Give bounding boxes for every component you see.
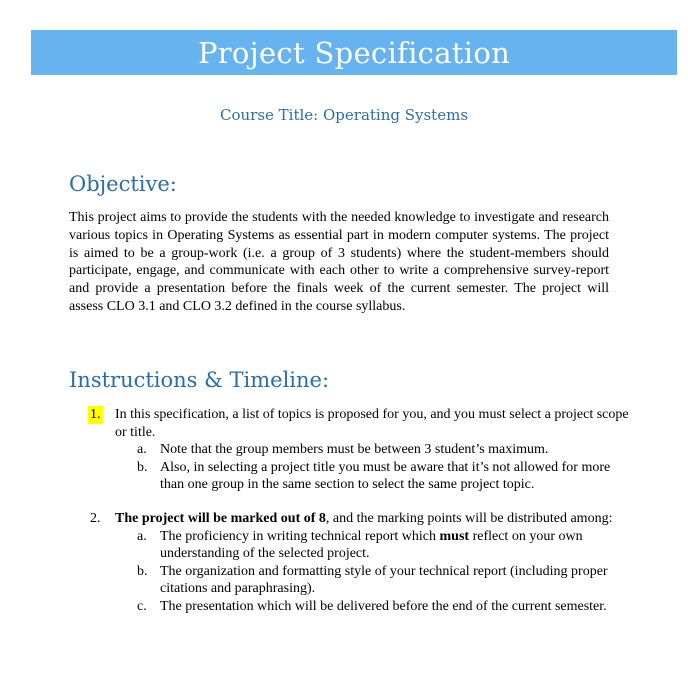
subitem-text-2a-before: The proficiency in writing technical report which [160, 528, 440, 544]
instruction-bold-text-2: The project will be marked out of 8 [115, 511, 326, 526]
title-banner [31, 30, 677, 75]
subitem-text-1a: Note that the group members must be between 3 student’s maximum. [160, 442, 549, 457]
instruction-number-2: 2. [90, 511, 101, 526]
subitem-2a [135, 528, 630, 563]
subitem-letter-2b: b. [137, 563, 148, 579]
instruction-item-1-row [90, 406, 630, 441]
subitem-1a [135, 441, 630, 459]
subitem-letter-2a: a. [137, 528, 147, 544]
instructions-heading: Instructions & Timeline: [69, 368, 330, 392]
instruction-item-2-row [90, 510, 630, 528]
subitem-2b [135, 563, 630, 598]
subitem-2c [135, 598, 630, 616]
subitem-text-2c: The presentation which will be delivered before the end of the current semester. [160, 598, 607, 614]
subitem-text-1b: Also, in selecting a project title you must be aware that it’s not allowed for more than one group in the same section to select the same project topic. [160, 459, 611, 492]
instruction-item-2 [90, 510, 630, 615]
subitem-letter-2c: c. [137, 598, 147, 614]
instruction-text-1: In this specification, a list of topics is proposed for you, and you must select a project scope or title. [115, 407, 629, 440]
instruction-text-2: , and the marking points will be distributed among: [325, 511, 613, 526]
course-title: Course Title: Operating Systems [219, 106, 469, 124]
subitem-text-2b: The organization and formatting style of your technical report (including proper citations and paraphrasing). [160, 563, 608, 596]
subitem-letter-1a: a. [137, 442, 147, 457]
objective-heading: Objective: [69, 172, 177, 196]
subitem-bold-2a: must [439, 528, 470, 544]
instruction-number-1: 1. [90, 407, 101, 422]
document-title: Project Specification [197, 35, 511, 70]
subitem-letter-1b: b. [137, 459, 148, 475]
instruction-item-1 [90, 406, 630, 494]
subitem-1b [135, 459, 630, 494]
objective-paragraph: This project aims to provide the students with the needed knowledge to investigate and research various topics in Operating Systems as essential part in modern computer systems. The project is aimed to be a group-work (i.e. a group of 3 students) where the student-members should participate, engage, and communicate with each other to write a comprehensive survey-report and provide a presentation before the finals week of the current semester. The project will assess CLO 3.1 and CLO 3.2 defined in the course syllabus. [69, 210, 609, 314]
subitem-text-2a-after: reflect on your own understanding of the selected project. [160, 528, 583, 561]
instruction-sublist-2 [90, 528, 630, 616]
instruction-sublist-1 [90, 441, 630, 494]
